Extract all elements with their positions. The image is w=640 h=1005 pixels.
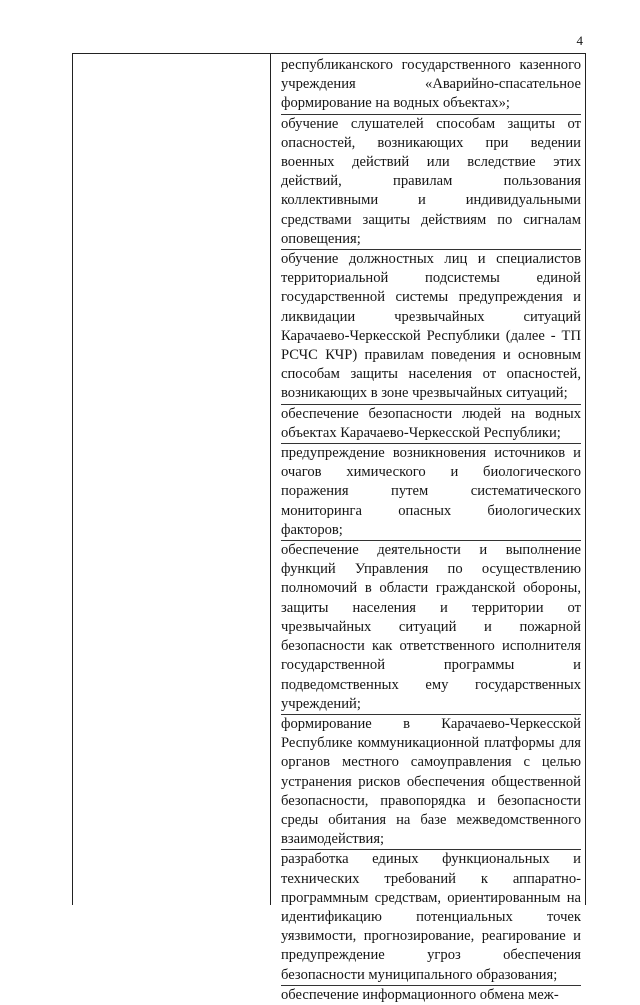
list-item-text: обучение должностных лиц и специалистов территориальной подсистемы единой государственной системы предупреждения и ликвидации чрезвычайных ситуаций Карачаево-Черкесской Республики (далее - ТП РСЧС КЧР) правилам поведения и основным способам защиты населения от опасностей, возникающих в зоне чрезвычайных ситуаций; <box>281 251 581 402</box>
list-item <box>281 540 581 714</box>
list-item <box>281 714 581 849</box>
list-item <box>281 114 581 249</box>
list-item <box>281 443 581 540</box>
list-item-text: обеспечение безопасности людей на водных объектах Карачаево-Черкесской Республики; <box>281 405 581 441</box>
table-right-column <box>271 54 585 1003</box>
list-item-text: формирование в Карачаево-Черкесской Республике коммуникационной платформы для органов местного самоуправления с целью устранения рисков обеспечения общественной безопасности, правопорядка и безопасности среды обитания на базе межведомственного взаимодействия; <box>281 715 581 848</box>
list-item <box>281 985 581 1005</box>
list-item <box>281 404 581 443</box>
list-item <box>281 249 581 404</box>
page-number: 4 <box>576 33 583 48</box>
list-item <box>281 56 581 114</box>
list-item-text: обучение слушателей способам защиты от опасностей, возникающих при ведении военных действий или вследствие этих действий, правилам пользования коллективными и индивидуальными средствами защиты действиям по сигналам оповещения; <box>281 115 581 247</box>
list-item-text: обеспечение деятельности и выполнение функций Управления по осуществлению полномочий в области гражданской обороны, защиты населения и территории от чрезвычайных ситуаций и пожарной безопасности как ответственного исполнителя государственной программы и подведомственных ему государственных учреждений; <box>281 542 581 712</box>
list-item <box>281 849 581 984</box>
list-item-text: республиканского государственного казенного учреждения «Аварийно-спасательное формирование на водных объектах»; <box>281 57 581 112</box>
list-item-text: предупреждение возникновения источников и очагов химического и биологического поражения путем систематического мониторинга опасных биологических факторов; <box>281 445 581 538</box>
list-item-text: обеспечение информационного обмена меж- <box>281 986 559 1003</box>
list-item-text: разработка единых функциональных и технических требований к аппаратно-программным средствам, ориентированным на идентификацию потенциальных точек уязвимости, прогнозирование, реагирование и предупреждение угроз обеспечения безопасности муниципального образования; <box>281 851 581 983</box>
document-table <box>72 53 586 1003</box>
table-left-column <box>73 54 271 905</box>
